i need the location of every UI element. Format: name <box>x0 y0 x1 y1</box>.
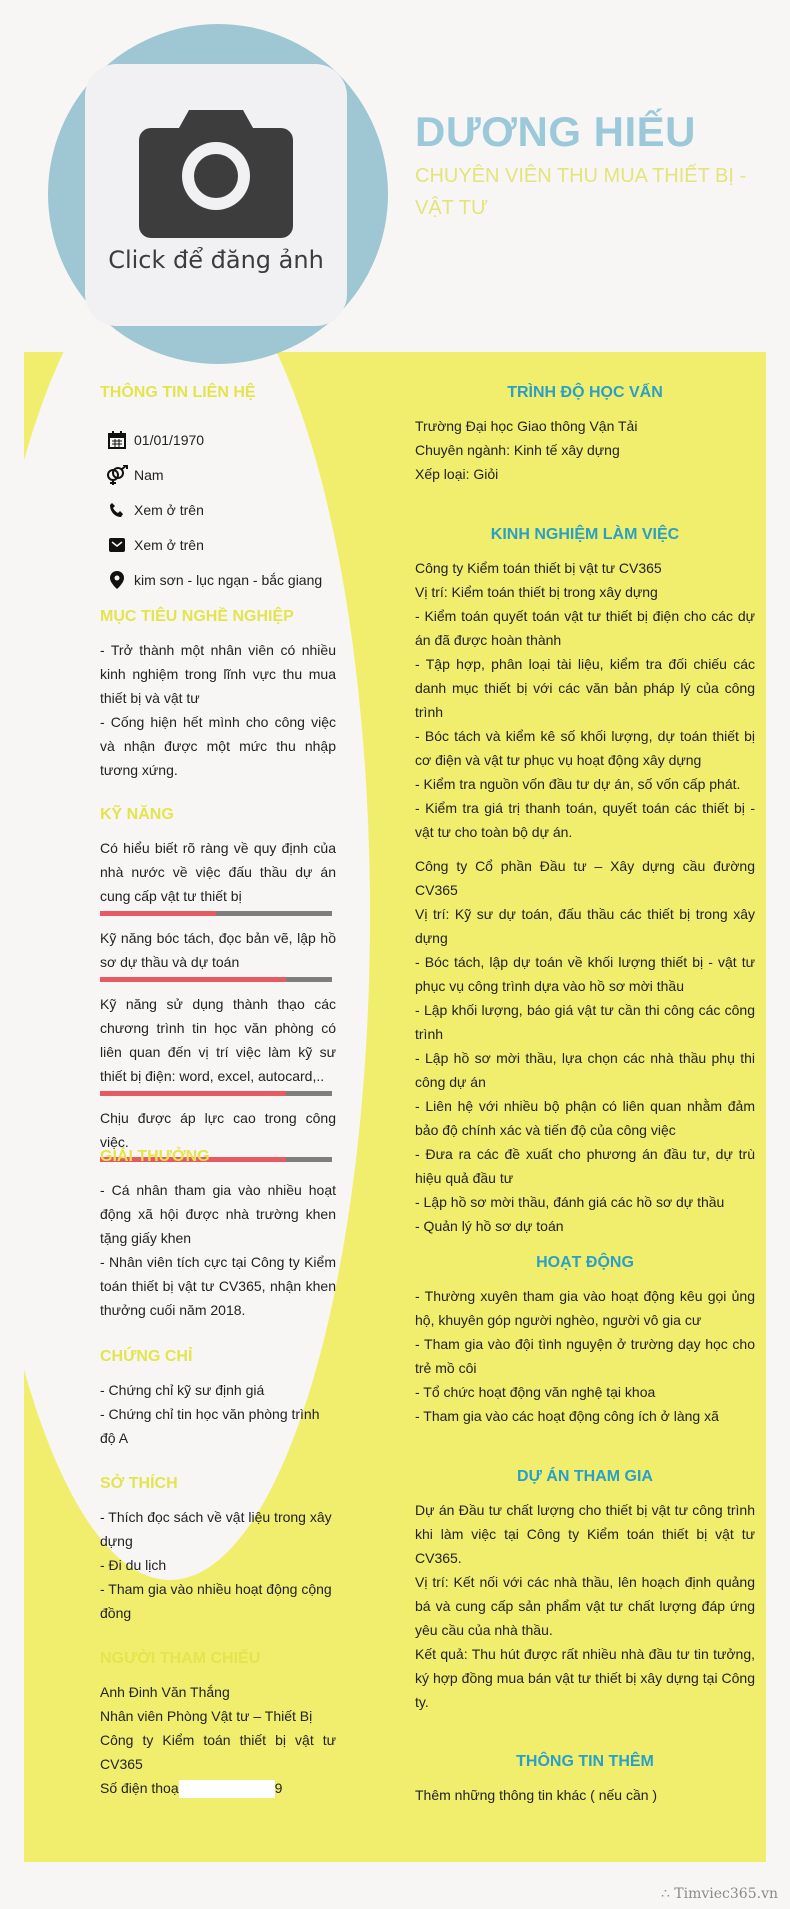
extra-heading: THÔNG TIN THÊM <box>516 1753 654 1770</box>
calendar-icon <box>100 431 134 449</box>
objective-text: - Trở thành một nhân viên có nhiều kinh nghiệm trong lĩnh vực thu mua thiết bị và vật tư - Cống hiện hết mình cho công việc và nhận được một mức thu nhập tương xứng. <box>100 642 336 778</box>
contact-birthday <box>100 422 336 457</box>
experience-heading: KINH NGHIỆM LÀM VIỆC <box>490 526 680 543</box>
skill-text: Có hiểu biết rõ ràng về quy định của nhà nước về việc đấu thầu dự án cung cấp vật tư thiết bị <box>100 840 336 904</box>
contact-email <box>100 527 336 562</box>
reference-company: Công ty Kiểm toán thiết bị vật tư CV365 <box>100 1732 336 1772</box>
certificates-text: - Chứng chỉ kỹ sư định giá - Chứng chỉ tin học văn phòng trình độ A <box>100 1382 320 1446</box>
camera-icon[interactable] <box>139 104 293 238</box>
contact-gender-text: Nam <box>134 466 164 483</box>
background-right-strip <box>766 352 790 1872</box>
reference-phone-prefix: Số điện thoạ <box>100 1780 179 1796</box>
skill-item <box>100 992 336 1096</box>
hobbies-heading: SỞ THÍCH <box>100 1475 178 1492</box>
skill-text: Chịu được áp lực cao trong công việc. <box>100 1110 336 1150</box>
contact-address-text: kim sơn - lục ngạn - bắc giang <box>134 571 323 588</box>
skill-bar <box>100 977 332 982</box>
email-icon <box>100 537 134 553</box>
experience-job-2: Công ty Cổ phần Đầu tư – Xây dựng cầu đường CV365 Vị trí: Kỹ sư dự toán, đấu thầu các thiết bị trong xây dựng - Bóc tách, lập dự toán về khối lượng thiết bị - vật tư phục vụ công trình dựa vào hồ sơ mời thầu - Lập khối lượng, báo giá vật tư cần thi công các công trình - Lập hồ sơ mời thầu, lựa chọn các nhà thầu phụ thi công dự án - Liên hệ với nhiều bộ phận có liên quan nhằm đảm bảo độ chính xác và tiến độ của công việc - Đưa ra các đề xuất cho phương án đầu tư, dự trù hiệu quả đầu tư - Lập hồ sơ mời thầu, đánh giá các hồ sơ dự thầu - Quản lý hồ sơ dự toán <box>415 858 755 1234</box>
contact-phone-text: Xem ở trên <box>134 501 204 518</box>
education-text: Trường Đại học Giao thông Vận Tải Chuyên ngành: Kinh tế xây dựng Xếp loại: Giỏi <box>415 418 638 482</box>
projects-heading: DỰ ÁN THAM GIA <box>517 1468 653 1485</box>
certificates-heading: CHỨNG CHỈ <box>100 1348 193 1365</box>
contact-email-text: Xem ở trên <box>134 536 204 553</box>
phone-icon <box>100 502 134 518</box>
education-heading: TRÌNH ĐỘ HỌC VẤN <box>507 384 663 401</box>
skill-bar <box>100 911 332 916</box>
projects-text: Dự án Đầu tư chất lượng cho thiết bị vật tư công trình khi làm việc tại Công ty Kiểm toán thiết bị vật tư CV365. Vị trí: Kết nối với các nhà thầu, lên hoạch định quảng bá và cung cấp sản phẩm vật tư chất lượng đáp ứng yêu cầu của nhà thầu. Kết quả: Thu hút được rất nhiều nhà đầu tư tin tưởng, ký hợp đồng mua bán vật tư thiết bị xây dựng tại Công ty. <box>415 1502 755 1710</box>
contact-phone <box>100 492 336 527</box>
skill-text: Kỹ năng bóc tách, đọc bản vẽ, lập hồ sơ dự thầu và dự toán <box>100 930 336 970</box>
skill-fill <box>100 911 216 916</box>
skills-heading: KỸ NĂNG <box>100 806 174 823</box>
skill-bar <box>100 1091 332 1096</box>
upload-label[interactable]: Click để đăng ảnh <box>108 246 324 274</box>
skill-item <box>100 836 336 916</box>
reference-phone-suffix: 9 <box>274 1780 283 1796</box>
watermark-text: Timviec365.vn <box>674 1886 778 1902</box>
reference-name: Anh Đinh Văn Thắng <box>100 1684 230 1700</box>
contact-gender <box>100 457 336 492</box>
skill-fill <box>100 1091 286 1096</box>
location-icon <box>100 571 134 589</box>
skill-text: Kỹ năng sử dụng thành thạo các chương trình tin học văn phòng có liên quan đến vị trí việc làm kỹ sư thiết bị điện: word, excel, autocard,.. <box>100 996 336 1084</box>
job-title: CHUYÊN VIÊN THU MUA THIẾT BỊ - VẬT TƯ <box>415 165 747 219</box>
reference-position: Nhân viên Phòng Vật tư – Thiết Bị <box>100 1708 313 1724</box>
skill-fill <box>100 977 286 982</box>
hobbies-text: - Thích đọc sách về vật liệu trong xây dựng - Đi du lịch - Tham gia vào nhiều hoạt động cộng đồng <box>100 1509 332 1621</box>
awards-text: - Cá nhân tham gia vào nhiều hoạt động xã hội được nhà trường khen tặng giấy khen - Nhân viên tích cực tại Công ty Kiểm toán thiết bị vật tư CV365, nhận khen thưởng cuối năm 2018. <box>100 1182 336 1318</box>
awards-heading: GIẢI THƯỞNG <box>100 1148 210 1165</box>
contact-heading: THÔNG TIN LIÊN HỆ <box>100 384 256 401</box>
objective-heading: MỤC TIÊU NGHỀ NGHIỆP <box>100 608 294 625</box>
contact-birthday-text: 01/01/1970 <box>134 431 205 448</box>
reference-phone <box>100 1776 336 1800</box>
watermark: ∴ Timviec365.vn <box>660 1886 778 1902</box>
activities-text: - Thường xuyên tham gia vào hoạt động kêu gọi ủng hộ, khuyên góp người nghèo, người vô gia cư - Tham gia vào đội tình nguyện ở trường dạy học cho trẻ mồ côi - Tổ chức hoạt động văn nghệ tại khoa - Tham gia vào các hoạt động công ích ở làng xã <box>415 1288 755 1424</box>
skill-item <box>100 926 336 982</box>
activities-heading: HOẠT ĐỘNG <box>536 1254 634 1271</box>
candidate-name: DƯƠNG HIẾU <box>415 108 697 155</box>
gender-icon <box>100 465 134 485</box>
redacted-block <box>179 1780 275 1798</box>
extra-text: Thêm những thông tin khác ( nếu cần ) <box>415 1787 658 1803</box>
experience-job-1: Công ty Kiểm toán thiết bị vật tư CV365 Vị trí: Kiểm toán thiết bị trong xây dựng - Kiểm toán quyết toán vật tư thiết bị điện cho các dự án đã được hoàn thành - Tập hợp, phân loại tài liệu, kiểm tra đối chiếu các danh mục thiết bị với các văn bản pháp lý của công trình - Bóc tách và kiểm kê số khối lượng, dự toán thiết bị cơ điện và vật tư phục vụ hoạt động xây dựng - Kiểm tra nguồn vốn đầu tư dự án, số vốn cấp phát. - Kiểm tra giá trị thanh toán, quyết toán các thiết bị - vật tư cho toàn bộ dự án. <box>415 560 755 840</box>
contact-address <box>100 562 336 597</box>
references-heading: NGƯỜI THAM CHIẾU <box>100 1650 261 1667</box>
